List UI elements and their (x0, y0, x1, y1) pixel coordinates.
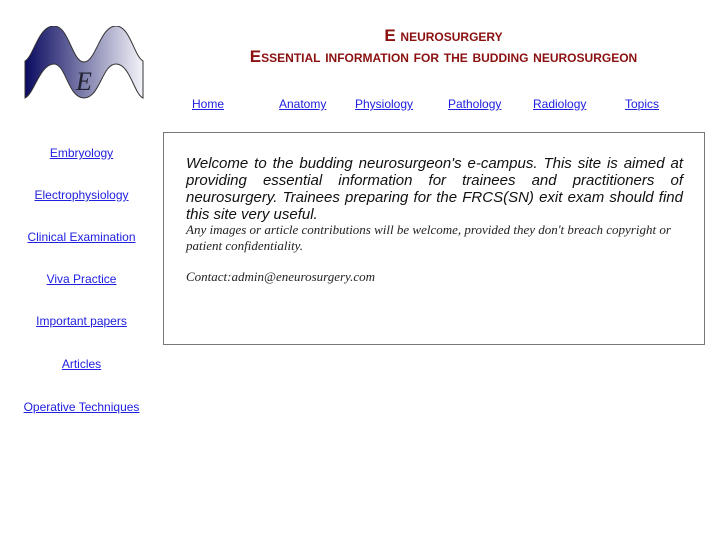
nav-home[interactable]: Home (192, 97, 225, 111)
nav-topics[interactable]: Topics (625, 97, 660, 111)
welcome-text: Welcome to the budding neurosurgeon's e-campus. This site is aimed at providing essential information for trainees and practitioners of neurosurgery. Trainees preparing for the FRCS(SN) exit exam should find this site very useful. (186, 155, 683, 223)
site-title: E neurosurgery (384, 26, 503, 45)
welcome-panel (163, 132, 705, 345)
contact-text: Contact:admin@eneurosurgery.com (186, 269, 375, 284)
site-logo (24, 26, 144, 100)
nav-radiology[interactable]: Radiology (533, 97, 587, 111)
sidebar-item-important-papers[interactable]: Important papers (36, 314, 127, 328)
sidebar-item-clinical-examination[interactable]: Clinical Examination (27, 230, 136, 244)
sidebar-item-electrophysiology[interactable]: Electrophysiology (34, 188, 129, 202)
nav-anatomy[interactable]: Anatomy (279, 97, 327, 111)
sidebar-item-articles[interactable]: Articles (61, 357, 102, 371)
sidebar-item-viva-practice[interactable]: Viva Practice (46, 272, 117, 286)
sidebar-item-operative-techniques[interactable]: Operative Techniques (23, 400, 140, 414)
logo-letter: E (76, 67, 92, 96)
nav-pathology[interactable]: Pathology (448, 97, 502, 111)
contributions-text: Any images or article contributions will be welcome, provided they don't breach copyright or patient confidentiality. (186, 222, 671, 253)
site-subtitle: Essential information for the budding neurosurgeon (249, 47, 638, 66)
nav-physiology[interactable]: Physiology (355, 97, 414, 111)
sidebar-item-embryology[interactable]: Embryology (49, 146, 114, 160)
